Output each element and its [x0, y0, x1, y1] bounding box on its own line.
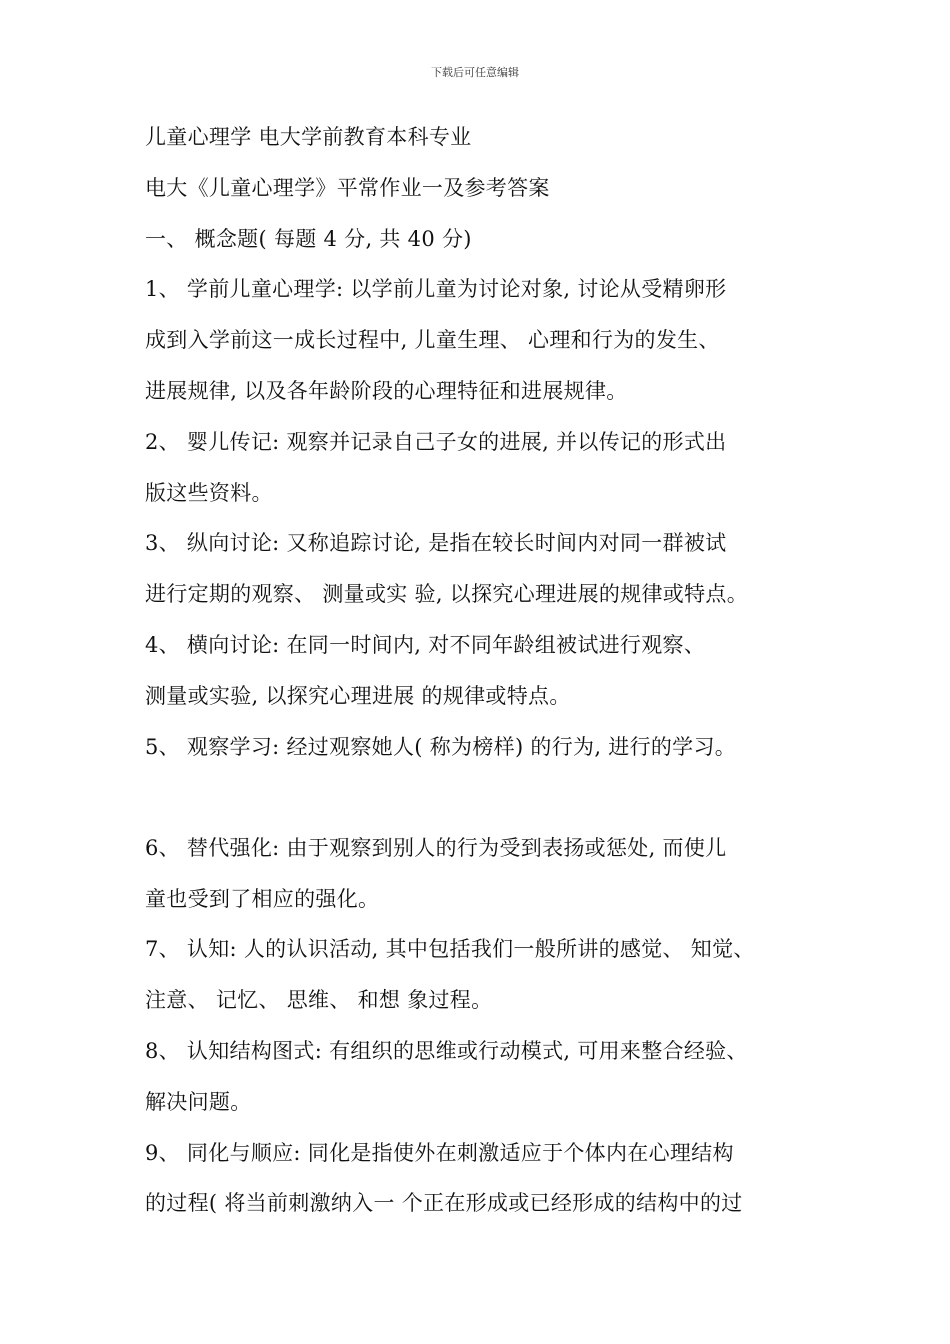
text-line: 进展规律, 以及各年龄阶段的心理特征和进展规律。 — [145, 379, 628, 403]
text-line: 9、 同化与顺应: 同化是指使外在刺激适应于个体内在心理结构 — [145, 1141, 734, 1165]
text-line: 解决问题。 — [145, 1090, 252, 1114]
text-line: 2、 婴儿传记: 观察并记录自己子女的进展, 并以传记的形式出 — [145, 430, 727, 454]
text-line: 童也受到了相应的强化。 — [145, 887, 380, 911]
text-line: 5、 观察学习: 经过观察她人( 称为榜样) 的行为, 进行的学习。 — [145, 735, 737, 759]
text-line: 的过程( 将当前刺激纳入一 个正在形成或已经形成的结构中的过 — [145, 1191, 743, 1215]
text-line: 6、 替代强化: 由于观察到别人的行为受到表扬或惩处, 而使儿 — [145, 836, 727, 860]
doc-subtitle: 电大《儿童心理学》平常作业一及参考答案 — [145, 176, 550, 200]
section-heading: 一、 概念题( 每题 4 分, 共 40 分) — [145, 227, 472, 251]
text-line: 3、 纵向讨论: 又称追踪讨论, 是指在较长时间内对同一群被试 — [145, 531, 727, 555]
text-line: 进行定期的观察、 测量或实 验, 以探究心理进展的规律或特点。 — [145, 582, 748, 606]
text-line: 1、 学前儿童心理学: 以学前儿童为讨论对象, 讨论从受精卵形 — [145, 277, 727, 301]
text-line: 版这些资料。 — [145, 481, 273, 505]
page-header: 下载后可任意编辑 — [431, 66, 519, 79]
text-line: 成到入学前这一成长过程中, 儿童生理、 心理和行为的发生、 — [145, 328, 720, 352]
text-line: 测量或实验, 以探究心理进展 的规律或特点。 — [145, 684, 571, 708]
text-line: 4、 横向讨论: 在同一时间内, 对不同年龄组被试进行观察、 — [145, 633, 706, 657]
doc-title: 儿童心理学 电大学前教育本科专业 — [145, 125, 472, 149]
text-line: 注意、 记忆、 思维、 和想 象过程。 — [145, 988, 493, 1012]
text-line: 7、 认知: 人的认识活动, 其中包括我们一般所讲的感觉、 知觉、 — [145, 937, 755, 961]
text-line: 8、 认知结构图式: 有组织的思维或行动模式, 可用来整合经验、 — [145, 1039, 748, 1063]
